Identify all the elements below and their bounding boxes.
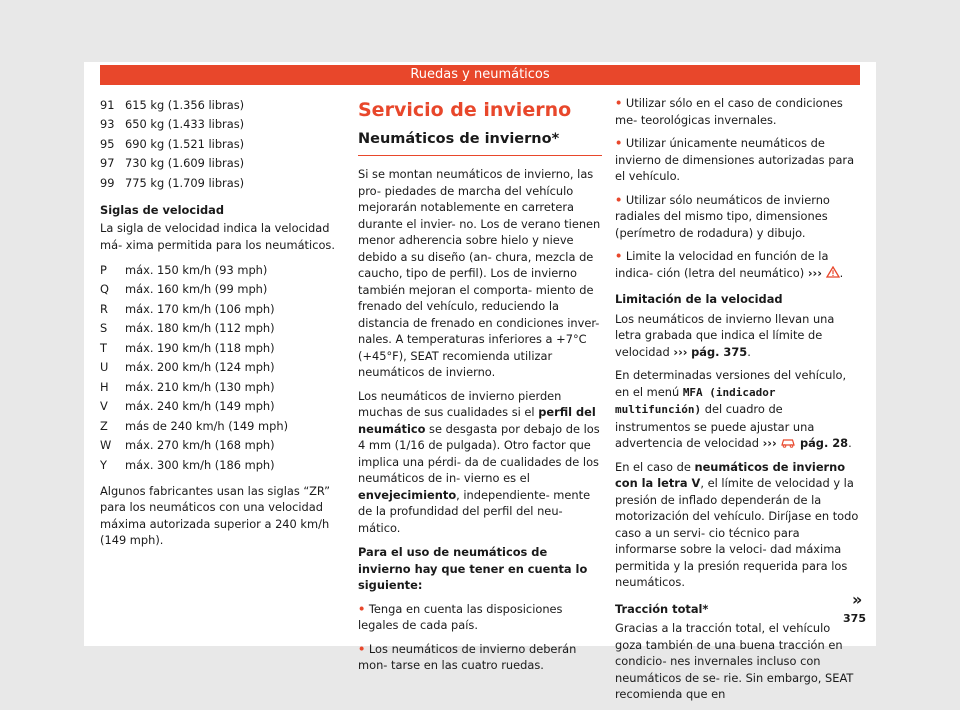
- speed-row: T máx. 190 km/h (118 mph): [100, 340, 275, 355]
- speed-row: R máx. 170 km/h (106 mph): [100, 301, 275, 316]
- page-reference-link[interactable]: pág. 375: [691, 344, 748, 359]
- mfa-menu-name: MFA (indicador multifunción): [615, 385, 776, 416]
- list-item: • Tenga en cuenta las disposiciones legales de cada país.: [358, 601, 563, 632]
- continue-arrow-icon: »: [852, 590, 863, 609]
- traction-heading: Tracción total*: [615, 601, 709, 616]
- section-header: Ruedas y neumáticos: [100, 65, 860, 85]
- car-warning-icon[interactable]: [780, 436, 796, 448]
- speed-row: W máx. 270 km/h (168 mph): [100, 438, 275, 452]
- bullet-icon: •: [615, 192, 623, 207]
- list-item: • Utilizar únicamente neumáticos de invierno de dimensiones autorizadas para el vehículo.: [615, 136, 855, 183]
- usage-heading: Para el uso de neumáticos de invierno hay que tener en cuenta lo siguiente:: [358, 545, 588, 592]
- warning-icon[interactable]: [826, 266, 840, 278]
- wear-paragraph: Los neumáticos de invierno pierden muchas de sus cualidades si el perfil del neumático se desgasta por debajo de los 4 mm (1/16 de pulgada). Otro factor que implica una pérdi- da de cualidades de los neumáticos de in- vierno es el envejecimiento, independiente- mente de la profundidad del perfil del neu- mático.: [358, 388, 600, 535]
- page-reference-link[interactable]: pág. 28: [799, 436, 849, 450]
- column-right: [615, 95, 863, 710]
- speed-row: V máx. 240 km/h (149 mph): [100, 399, 275, 413]
- list-item: • Limite la velocidad en función de la indica- ción (letra del neumático) ››› .: [615, 249, 844, 280]
- speed-heading: Siglas de velocidad: [100, 202, 224, 217]
- mfa-paragraph: En determinadas versiones del vehículo, en el menú MFA (indicador multifunción) del cuadro de instrumentos se puede ajustar una advertencia de velocidad ››› pág. 28.: [615, 368, 852, 450]
- speed-limit-heading: Limitación de la velocidad: [615, 292, 783, 306]
- load-row: 97 730 kg (1.609 libras): [100, 156, 245, 170]
- intro-paragraph: Si se montan neumáticos de invierno, las pro- piedades de marcha del vehículo mejorarán notablemente en carretera durante el invier- no. Los de verano tienen menor adherencia sobre hielo y nieve debido a su diseño (an- chura, mezcla de caucho, tipo de perfil). Los de invierno también mejoran el comporta- miento de frenado del vehículo, reduciendo la distancia de frenado en condiciones inver- nales. A temperaturas inferiores a +7°C (+45°F), SEAT recomienda utilizar neumáticos de invierno.: [358, 167, 601, 379]
- speed-limit-paragraph: Los neumáticos de invierno llevan una letra grabada que indica el límite de velocidad ››› pág. 375.: [615, 311, 835, 359]
- speed-row: S máx. 180 km/h (112 mph): [100, 321, 275, 335]
- speed-row: Y máx. 300 km/h (186 mph): [100, 457, 275, 472]
- load-row: 91 615 kg (1.356 libras): [100, 97, 245, 112]
- load-row: 95 690 kg (1.521 libras): [100, 136, 245, 151]
- bullet-icon: •: [615, 136, 623, 150]
- bullet-icon: •: [358, 641, 366, 656]
- list-item: • Utilizar sólo en el caso de condiciones me- teorológicas invernales.: [615, 96, 843, 127]
- load-row: 99 775 kg (1.709 libras): [100, 175, 245, 190]
- list-item: • Los neumáticos de invierno deberán mon- tarse en las cuatro ruedas.: [358, 641, 577, 672]
- speed-row: P máx. 150 km/h (93 mph): [100, 262, 268, 277]
- page-title: Servicio de invierno: [358, 99, 572, 121]
- zr-note: Algunos fabricantes usan las siglas “ZR” para los neumáticos con una velocidad máxima autorizada superior a 240 km/h (149 mph).: [100, 483, 331, 547]
- speed-symbol-list: [100, 260, 344, 475]
- section-subtitle: Neumáticos de invierno*: [358, 129, 602, 156]
- speed-row: Z más de 240 km/h (149 mph): [100, 418, 289, 433]
- v-rating-paragraph: En el caso de neumáticos de invierno con la letra V, el límite de velocidad y la presión de inflado dependerán de la motorización del vehículo. Diríjase en todo caso a un servi- cio técnico para informarse sobre la veloci- dad máxima permitida y la presión requerida para los neumáticos.: [615, 459, 859, 589]
- traction-paragraph: Gracias a la tracción total, el vehículo goza también de una buena tracción en condicio- nes invernales incluso con neumáticos de se- rie. Sin embargo, SEAT recomienda que en: [615, 621, 854, 701]
- speed-row: H máx. 210 km/h (130 mph): [100, 379, 275, 394]
- column-middle: [358, 95, 602, 681]
- cross-reference-chevron: ›››: [807, 265, 822, 280]
- speed-row: U máx. 200 km/h (124 mph): [100, 360, 275, 374]
- bullet-icon: •: [615, 249, 623, 263]
- list-item: • Utilizar sólo neumáticos de invierno radiales del mismo tipo, dimensiones (perímetro de rodadura) y dibujo.: [615, 192, 830, 240]
- column-left: [100, 95, 344, 556]
- bullet-icon: •: [358, 601, 366, 616]
- load-row: 93 650 kg (1.433 libras): [100, 117, 245, 131]
- speed-intro: La sigla de velocidad indica la velocidad má- xima permitida para los neumáticos.: [100, 221, 335, 252]
- speed-row: Q máx. 160 km/h (99 mph): [100, 282, 268, 296]
- load-index-list: [100, 95, 344, 193]
- page-number: 375: [843, 612, 866, 625]
- bullet-icon: •: [615, 96, 623, 110]
